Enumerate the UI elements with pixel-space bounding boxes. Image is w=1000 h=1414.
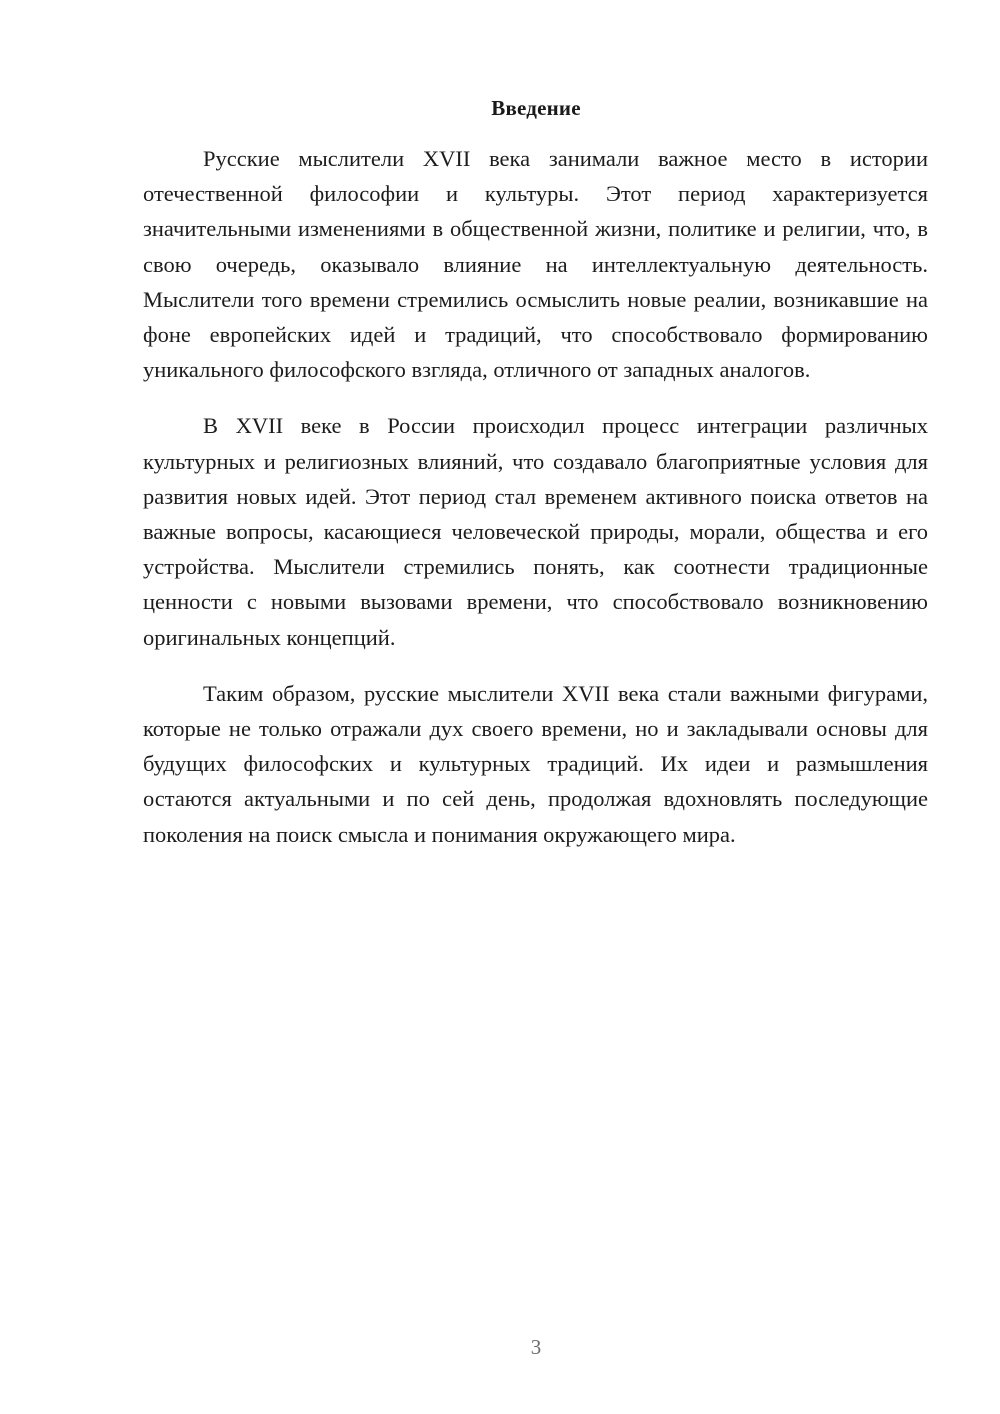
page-number: 3 (530, 1335, 542, 1359)
section-heading: Введение (491, 96, 581, 120)
paragraph-1: Русские мыслители XVII века занимали важное место в истории отечественной философии и культуры. Этот период характеризуется значительными изменениями в общественной жизни, политике и религии, что, в свою очередь, оказывало влияние на интеллектуальную деятельность. Мыслители того времени стремились осмыслить новые реалии, возникавшие на фоне европейских идей и традиций, что способствовало формированию уникального философского взгляда, отличного от западных аналогов. (143, 146, 928, 383)
paragraph-2: В XVII веке в России происходил процесс интеграции различных культурных и религиозных влияний, что создавало благоприятные условия для развития новых идей. Этот период стал временем активного поиска ответов на важные вопросы, касающиеся человеческой природы, морали, общества и его устройства. Мыслители стремились понять, как соотнести традиционные ценности с новыми вызовами времени, что способствовало возникновению оригинальных концепций. (143, 413, 928, 650)
paragraph-3: Таким образом, русские мыслители XVII века стали важными фигурами, которые не только отражали дух своего времени, но и закладывали основы для будущих философских и культурных традиций. Их идеи и размышления остаются актуальными и по сей день, продолжая вдохновлять последующие поколения на поиск смысла и понимания окружающего мира. (143, 680, 928, 847)
body-text (143, 141, 928, 852)
